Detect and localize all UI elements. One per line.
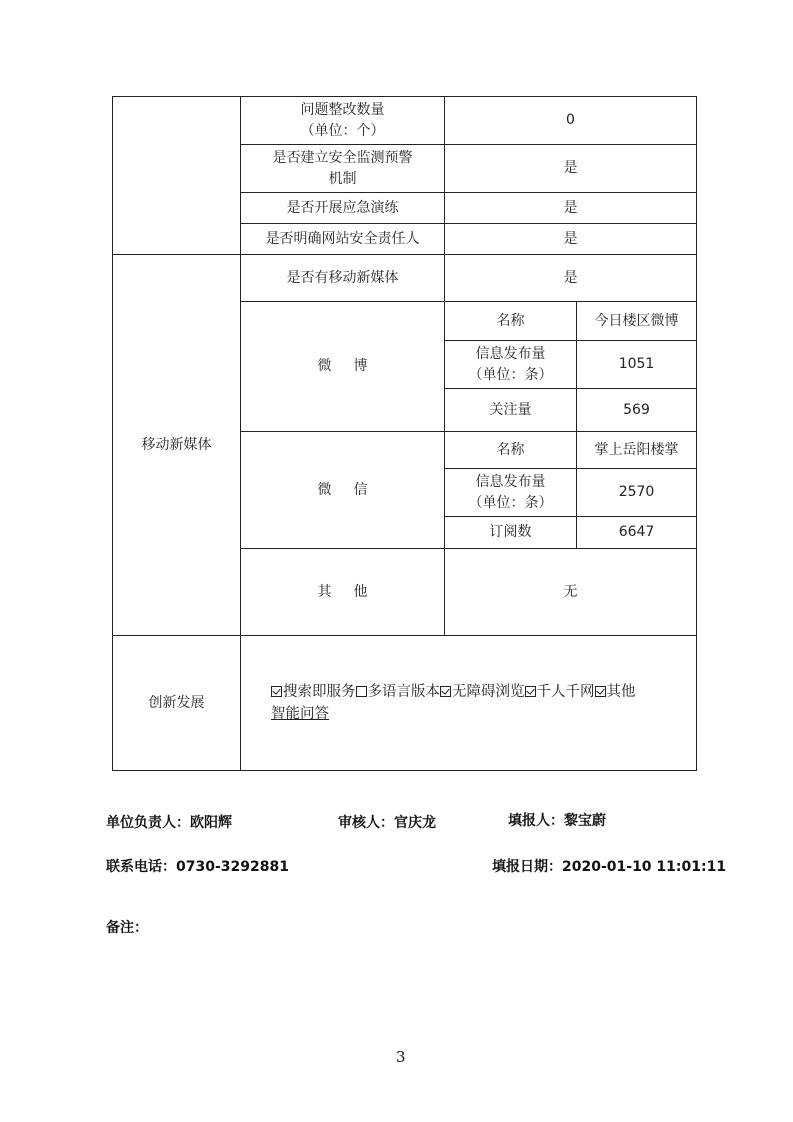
row-has-media (113, 255, 697, 302)
page-number: 3 (396, 1048, 406, 1066)
filler: 填报人：黎宝蔚 (508, 813, 606, 829)
wechat-posts-label: 信息发布量 （单位：条） (445, 469, 577, 517)
option-label: 无障碍浏览 (452, 684, 525, 700)
checkbox-icon (356, 686, 367, 697)
wechat-name-value: 掌上岳阳楼掌 (577, 432, 697, 469)
monitor-mechanism-value: 是 (445, 145, 697, 193)
other-media-value: 无 (445, 549, 697, 636)
emergency-drill-label: 是否开展应急演练 (241, 193, 445, 224)
emergency-drill-value: 是 (445, 193, 697, 224)
checkbox-icon (595, 686, 606, 697)
wechat-label: 微信 (241, 432, 445, 549)
has-media-value: 是 (445, 255, 697, 302)
report-table (112, 96, 697, 771)
rectify-count-label: 问题整改数量 （单位：个） (241, 97, 445, 145)
contact-phone: 联系电话：0730-3292881 (106, 859, 289, 875)
weibo-posts-value: 1051 (577, 341, 697, 389)
rectify-count-value: 0 (445, 97, 697, 145)
option-label: 多语言版本 (367, 684, 440, 700)
option-label: 搜索即服务 (283, 684, 356, 700)
security-responsible-value: 是 (445, 224, 697, 255)
option-label: 千人千网 (536, 684, 595, 700)
remarks: 备注： (106, 920, 148, 936)
unit-head: 单位负责人：欧阳辉 (106, 815, 232, 831)
other-media-label: 其他 (241, 549, 445, 636)
weibo-posts-label: 信息发布量 （单位：条） (445, 341, 577, 389)
other-innovation-text: 智能问答 (271, 706, 329, 722)
innovation-options-text (271, 681, 690, 725)
security-responsible-label: 是否明确网站安全责任人 (241, 224, 445, 255)
weibo-followers-value: 569 (577, 389, 697, 432)
monitor-mechanism-label: 是否建立安全监测预警 机制 (241, 145, 445, 193)
weibo-followers-label: 关注量 (445, 389, 577, 432)
row-innovation (113, 636, 697, 771)
weibo-label: 微博 (241, 302, 445, 432)
option-label: 其他 (606, 684, 636, 700)
weibo-name-label: 名称 (445, 302, 577, 341)
checkbox-icon (440, 686, 451, 697)
reviewer: 审核人：官庆龙 (338, 815, 436, 831)
checkbox-icon (525, 686, 536, 697)
checkbox-icon (271, 686, 282, 697)
wechat-name-label: 名称 (445, 432, 577, 469)
wechat-subs-label: 订阅数 (445, 517, 577, 549)
innovation-section-label: 创新发展 (113, 636, 241, 771)
has-media-label: 是否有移动新媒体 (241, 255, 445, 302)
innovation-options (241, 636, 697, 771)
media-section-label: 移动新媒体 (113, 255, 241, 636)
wechat-subs-value: 6647 (577, 517, 697, 549)
wechat-posts-value: 2570 (577, 469, 697, 517)
weibo-name-value: 今日楼区微博 (577, 302, 697, 341)
row-rectify-count (113, 97, 697, 145)
fill-date: 填报日期：2020-01-10 11:01:11 (492, 859, 727, 875)
security-section-label (113, 97, 241, 255)
